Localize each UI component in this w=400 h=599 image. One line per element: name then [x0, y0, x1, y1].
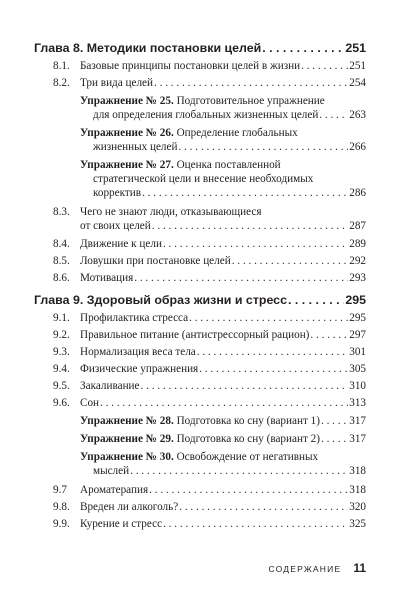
- entry-page: 295: [349, 312, 366, 324]
- toc-entry: [80, 205, 366, 233]
- entry-title: Три вида целей: [80, 77, 153, 89]
- entry-number: 9.7: [53, 484, 67, 496]
- entry-title: Подготовка ко сну (вариант 2): [176, 433, 320, 445]
- entry-number: 9.8.: [53, 501, 70, 513]
- entry-page: 317: [349, 433, 366, 445]
- entry-number: 9.1.: [53, 312, 70, 324]
- exercise-label: Упражнение № 28.: [80, 415, 174, 427]
- exercise-entry: [80, 414, 366, 428]
- entry-title: Сон: [80, 397, 100, 409]
- toc-entry: [80, 379, 366, 393]
- entry-title: Ароматерапия: [80, 484, 149, 496]
- chapter-heading: [34, 40, 366, 56]
- exercise-entry: [80, 94, 366, 122]
- entry-title: Нормализация веса тела: [80, 346, 196, 358]
- entry-title-line: Чего не знают люди, отказывающиеся: [80, 206, 262, 218]
- entry-title-line: Освобождение от негативных: [176, 451, 319, 463]
- entry-page: 293: [349, 272, 366, 284]
- toc-entry: [80, 254, 366, 268]
- toc-entry: [80, 311, 366, 325]
- entry-title-line: Подготовительное упражнение: [176, 95, 325, 107]
- entry-number: 9.5.: [53, 380, 70, 392]
- entry-page: 318: [349, 465, 366, 477]
- entry-number: 8.2.: [53, 77, 70, 89]
- entry-page: 254: [349, 77, 366, 89]
- entry-title: Правильное питание (антистрессорный рацион): [80, 329, 310, 341]
- exercise-label: Упражнение № 26.: [80, 127, 174, 139]
- entry-title-line: Определение глобальных: [176, 127, 298, 139]
- exercise-entry: [80, 450, 366, 478]
- entry-number: 8.4.: [53, 238, 70, 250]
- exercise-entry: [80, 432, 366, 446]
- entry-number: 9.9.: [53, 518, 70, 530]
- entry-number: 8.1.: [53, 60, 70, 72]
- entry-page: 297: [349, 329, 366, 341]
- entry-page: 251: [349, 60, 366, 72]
- toc-entry: [80, 517, 366, 531]
- entry-number: 8.6.: [53, 272, 70, 284]
- entry-title: Физические упражнения: [80, 363, 199, 375]
- entry-title: Подготовка ко сну (вариант 1): [176, 415, 320, 427]
- toc-entry: [80, 362, 366, 376]
- entry-page: 287: [349, 220, 366, 232]
- toc-entry: [80, 271, 366, 285]
- entry-title: Движение к цели: [80, 238, 162, 250]
- entry-number: 8.3.: [53, 206, 70, 218]
- running-section-title: СОДЕРЖАНИЕ: [268, 564, 342, 574]
- entry-title-line: жизненных целей: [93, 141, 178, 153]
- chapter-page: 251: [345, 41, 366, 55]
- entry-title-line: от своих целей: [80, 220, 151, 232]
- toc-entry: [80, 345, 366, 359]
- exercise-label: Упражнение № 29.: [80, 433, 174, 445]
- entry-page: 289: [349, 238, 366, 250]
- entry-title: Закаливание: [80, 380, 140, 392]
- entry-number: 9.3.: [53, 346, 70, 358]
- entry-page: 292: [349, 255, 366, 267]
- entry-number: 8.5.: [53, 255, 70, 267]
- entry-title-line: для определения глобальных жизненных целей: [93, 109, 319, 121]
- entry-page: 325: [349, 518, 366, 530]
- entry-page: 301: [349, 346, 366, 358]
- toc-entry: [80, 59, 366, 73]
- entry-title-line: корректив: [93, 187, 142, 199]
- page-footer: [269, 561, 367, 575]
- exercise-entry: [80, 158, 366, 200]
- entry-title-line: стратегической цели и внесение необходимых: [93, 173, 314, 185]
- entry-page: 318: [349, 484, 366, 496]
- entry-number: 9.4.: [53, 363, 70, 375]
- entry-title: Базовые принципы постановки целей в жизни: [80, 60, 301, 72]
- entry-title: Мотивация: [80, 272, 134, 284]
- entry-title: Вреден ли алкоголь?: [80, 501, 179, 513]
- chapter-title: Глава 9. Здоровый образ жизни и стресс: [34, 293, 287, 307]
- entry-page: 305: [349, 363, 366, 375]
- entry-page: 320: [349, 501, 366, 513]
- entry-page: 317: [349, 415, 366, 427]
- entry-number: 9.6.: [53, 397, 70, 409]
- entry-number: 9.2.: [53, 329, 70, 341]
- exercise-label: Упражнение № 25.: [80, 95, 174, 107]
- page-number: 11: [353, 561, 366, 575]
- entry-title: Профилактика стресса: [80, 312, 189, 324]
- entry-page: 263: [349, 109, 366, 121]
- toc-entry: [80, 483, 366, 497]
- toc-entry: [80, 237, 366, 251]
- toc-entry: [80, 328, 366, 342]
- toc-entry: [80, 396, 366, 410]
- exercise-entry: [80, 126, 366, 154]
- chapter-page: 295: [345, 293, 366, 307]
- chapter-heading: [34, 292, 366, 308]
- entry-page: 313: [349, 397, 366, 409]
- entry-title: Ловушки при постановке целей: [80, 255, 231, 267]
- entry-page: 266: [349, 141, 366, 153]
- toc-entry: [80, 76, 366, 90]
- entry-title-line: мыслей: [93, 465, 130, 477]
- entry-page: 310: [349, 380, 366, 392]
- entry-page: 286: [349, 187, 366, 199]
- chapter-title: Глава 8. Методики постановки целей: [34, 41, 262, 55]
- exercise-label: Упражнение № 30.: [80, 451, 174, 463]
- entry-title-line: Оценка поставленной: [176, 159, 281, 171]
- exercise-label: Упражнение № 27.: [80, 159, 174, 171]
- toc-entry: [80, 500, 366, 514]
- entry-title: Курение и стресс: [80, 518, 163, 530]
